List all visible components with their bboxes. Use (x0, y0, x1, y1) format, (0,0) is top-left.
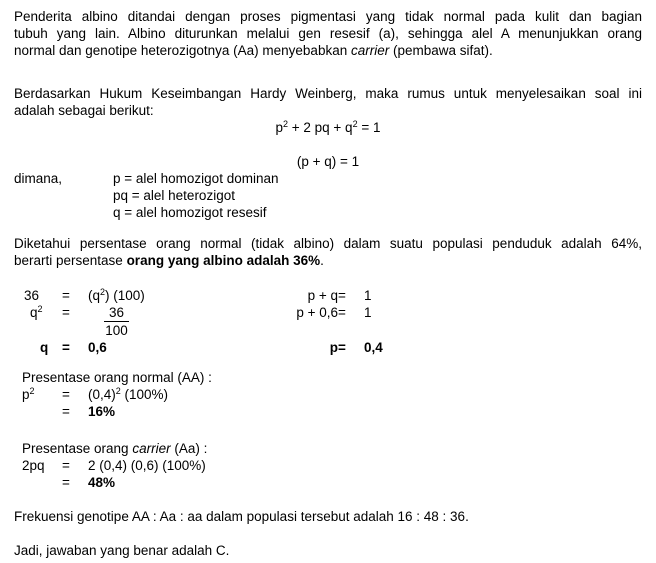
genotype-frequency-paragraph: Frekuensi genotipe AA : Aa : aa dalam populasi tersebut adalah 16 : 48 : 36. (14, 509, 469, 524)
p-row1-eq: = (338, 288, 346, 303)
carrier-title-text: Presentase orang (22, 441, 133, 456)
normal-block-title: Presentase orang normal (AA) : (22, 370, 212, 385)
p-row3-value: 0,4 (364, 340, 383, 355)
normal-row1-rhs (88, 386, 642, 403)
where-label: dimana, (14, 171, 63, 186)
definition-item: p = alel homozigot dominan (113, 171, 279, 186)
q-row1-rhs (88, 287, 246, 304)
hw-line-1: Berdasarkan Hukum Keseimbangan Hardy Weinberg, maka rumus untuk menyelesaikan soal ini (14, 86, 642, 101)
intro-paragraph (14, 8, 642, 59)
carrier-block-grid (22, 457, 642, 491)
p-row2-eq: = (338, 305, 346, 320)
carrier-percentage-block (22, 440, 642, 491)
normal-row1-rhs-base: (0,4) (88, 387, 116, 402)
superscript: 2 (115, 386, 121, 396)
q-row2-lhs (24, 304, 62, 321)
q-row3-value: 0,6 (88, 340, 107, 355)
carrier-italic-word: carrier (350, 43, 390, 58)
normal-row1-lhs-base: p (22, 387, 30, 402)
formula-end: = 1 (357, 120, 381, 135)
normal-row1-rhs-rest: (100%) (120, 387, 169, 402)
carrier-title-tail: (Aa) : (170, 441, 208, 456)
q-row3-eq: = (62, 340, 70, 355)
fraction-numerator: 36 (104, 304, 129, 322)
hw-main-formula (14, 119, 642, 136)
hw-sum-formula: (p + q) = 1 (296, 154, 360, 169)
q-row1-eq: = (62, 288, 70, 303)
problem-line-2 (14, 252, 642, 269)
q-row2-lhs-base: q (30, 305, 38, 320)
fraction-36-100 (104, 304, 129, 339)
carrier-title-italic: carrier (132, 441, 171, 456)
hardy-weinberg-paragraph (14, 85, 642, 119)
normal-row2-eq: = (62, 404, 70, 419)
p-row2-lhs: p + 0,6 (296, 305, 338, 320)
problem-line-2-text: berarti persentase (14, 253, 127, 268)
carrier-row1-lhs: 2pq (22, 458, 45, 473)
q-row1-rhs-base: (q (88, 288, 101, 303)
p-row1-value: 1 (364, 288, 372, 303)
q-row2-rhs (88, 304, 246, 339)
superscript: 2 (283, 119, 289, 129)
superscript: 2 (100, 287, 106, 297)
q-row1-lhs: 36 (24, 288, 40, 303)
superscript: 2 (29, 386, 35, 396)
albino-percentage-bold: orang yang albino adalah 36% (126, 253, 321, 268)
problem-paragraph (14, 235, 642, 269)
problem-line-2-tail: . (320, 253, 324, 268)
where-block (14, 170, 642, 221)
intro-line-3-text: normal dan genotipe heterozigotnya (Aa) menyebabkan (14, 43, 351, 58)
superscript: 2 (37, 304, 43, 314)
intro-line-3 (14, 42, 642, 59)
intro-line-1: Penderita albino ditandai dengan proses pigmentasi yang tidak normal pada kulit dan bagian (14, 9, 642, 24)
formula-middle: + 2 pq + q (288, 120, 353, 135)
where-definitions (113, 170, 278, 221)
p-row2-value: 1 (364, 305, 372, 320)
normal-percentage-block (22, 369, 642, 420)
carrier-block-title (22, 440, 642, 457)
calculation-grid (24, 287, 642, 356)
final-answer-paragraph: Jadi, jawaban yang benar adalah C. (14, 543, 230, 558)
p-row3-eq: = (338, 340, 346, 355)
intro-line-3-tail: (pembawa sifat). (389, 43, 493, 58)
q-row1-rhs-rest: ) (100) (105, 288, 145, 303)
normal-block-grid (22, 386, 642, 420)
problem-line-1: Diketahui persentase orang normal (tidak albino) dalam suatu populasi penduduk adalah 64%, (14, 236, 642, 251)
carrier-result-value: 48% (88, 475, 116, 490)
definition-item: q = alel homozigot resesif (113, 205, 267, 220)
normal-row1-eq: = (62, 387, 70, 402)
intro-line-2: tubuh yang lain. Albino diturunkan melalui gen resesif (a), sehingga alel A menunjukkan orang (14, 26, 642, 41)
p-row3-lhs: p (329, 340, 338, 355)
carrier-row1-eq: = (62, 458, 70, 473)
formula-base-p: p (275, 120, 283, 135)
normal-row2-spacer (22, 403, 62, 420)
normal-row1-lhs (22, 386, 62, 403)
normal-result-value: 16% (88, 404, 116, 419)
q-row2-eq: = (62, 305, 70, 320)
p-row1-lhs: p + q (307, 288, 338, 303)
fraction-denominator: 100 (105, 323, 128, 338)
q-row3-lhs: q (40, 340, 49, 355)
carrier-row2-spacer (22, 474, 62, 491)
carrier-row1-rhs: 2 (0,4) (0,6) (100%) (88, 458, 206, 473)
definition-item: pq = alel heterozigot (113, 188, 235, 203)
hw-line-2: adalah sebagai berikut: (14, 103, 154, 118)
superscript: 2 (352, 119, 358, 129)
carrier-row2-eq: = (62, 475, 70, 490)
